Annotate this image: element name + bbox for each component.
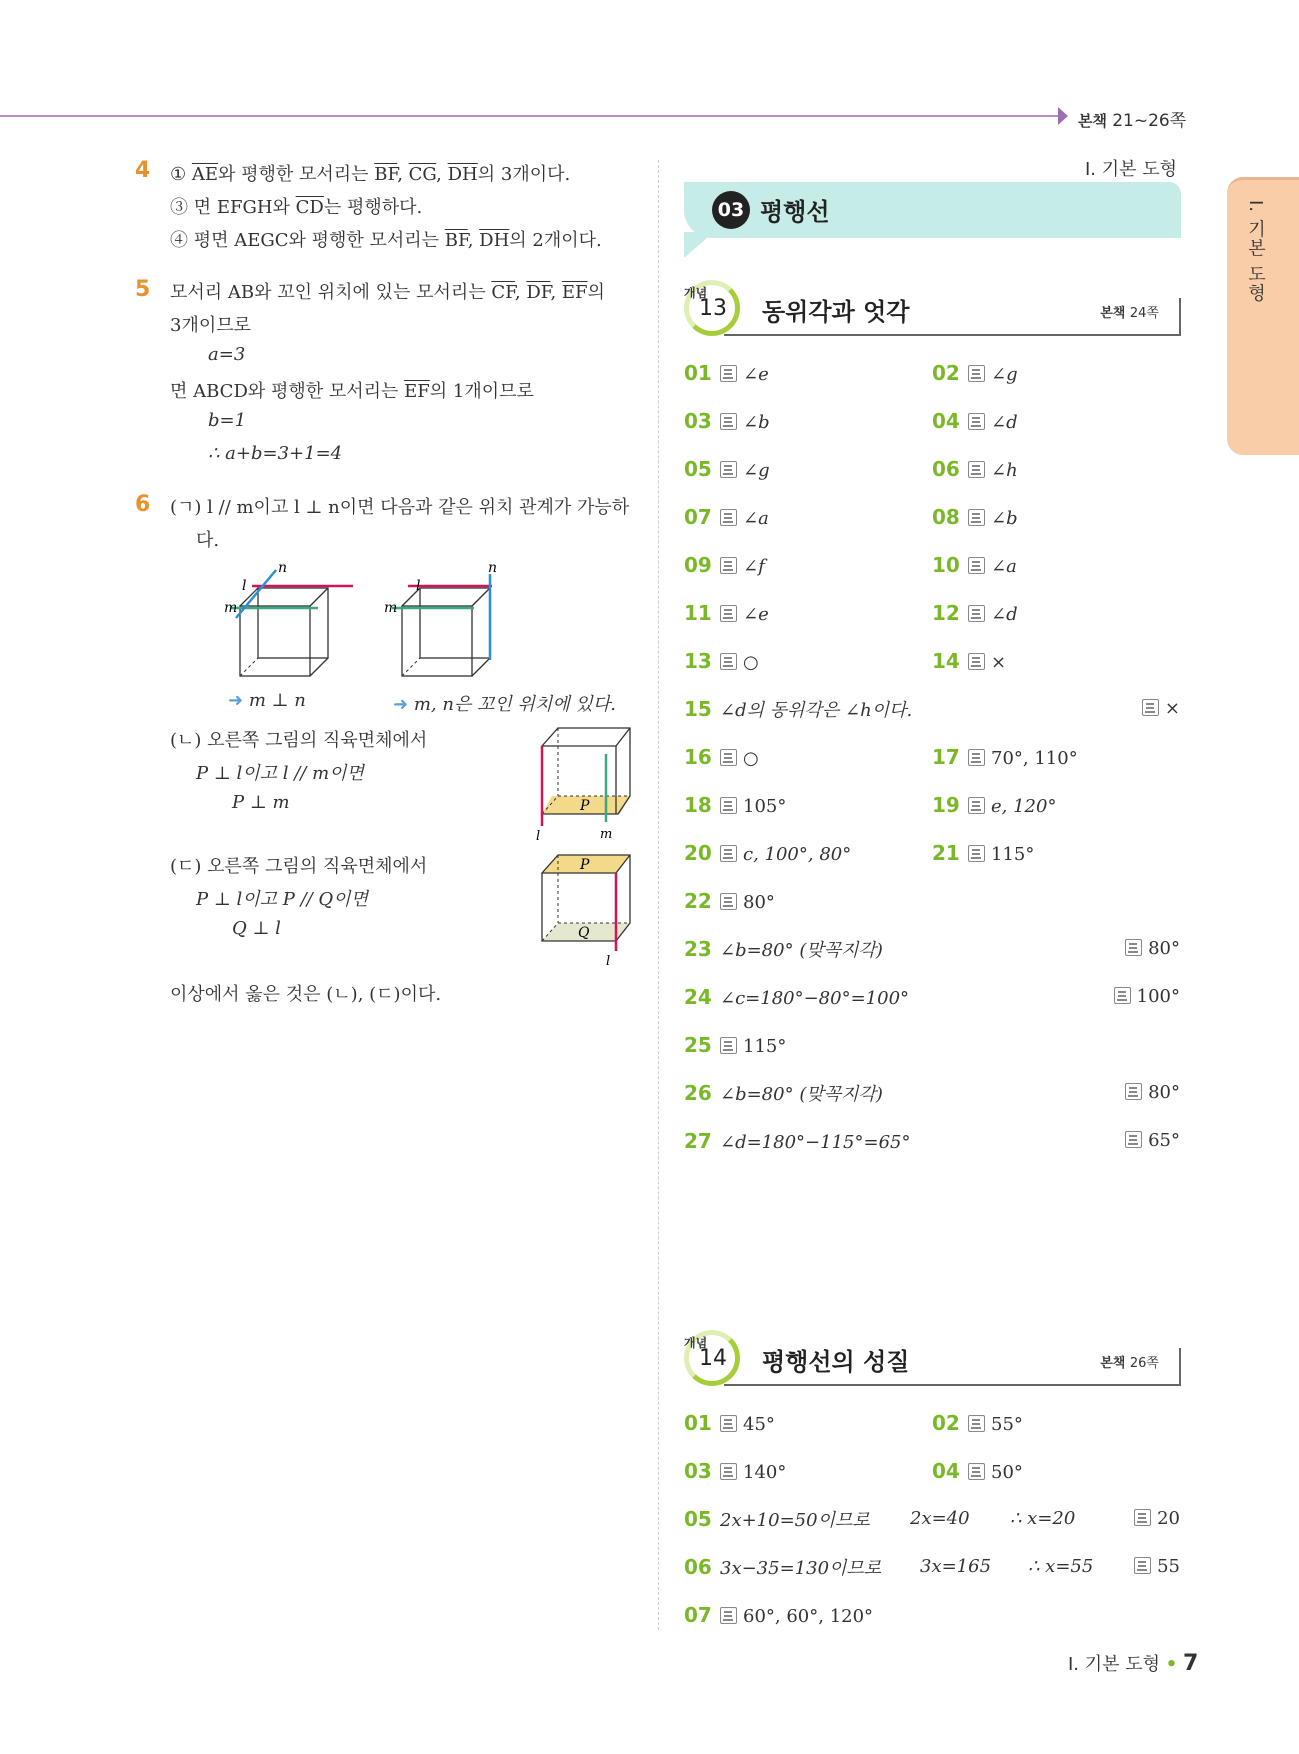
answer-item: 22 80° xyxy=(684,889,775,913)
answer-icon xyxy=(1142,699,1159,716)
q6-b-line-2: P ⊥ l이고 l // m이면 xyxy=(196,763,364,784)
answer-icon xyxy=(968,797,985,814)
answer-item: 17 70°, 110° xyxy=(932,745,1078,769)
answer-item: 10 ∠a xyxy=(932,553,1017,577)
answer-icon xyxy=(720,1463,737,1480)
answer-item: 11 ∠e xyxy=(684,601,769,625)
fig2-label-l: l xyxy=(416,578,421,594)
answer-icon xyxy=(968,845,985,862)
column-divider xyxy=(658,160,659,1630)
answer-icon xyxy=(720,653,737,670)
q6-conclusion: 이상에서 옳은 것은 (ㄴ), (ㄷ)이다. xyxy=(170,984,442,1005)
fig2-label-n: n xyxy=(488,560,498,576)
fig1-label-n: n xyxy=(278,560,288,576)
concept-bracket xyxy=(1179,1348,1181,1386)
answer-item: 01 ∠e xyxy=(684,361,769,385)
answer-icon xyxy=(720,413,737,430)
answer-final: 20 xyxy=(1100,1506,1180,1532)
answer-item: 19 e, 120° xyxy=(932,793,1057,817)
answer-item: 27 ∠d=180°−115°=65° xyxy=(684,1129,911,1153)
question-number-4: 4 xyxy=(135,158,151,183)
answer-item: 21 115° xyxy=(932,841,1035,865)
answer-icon xyxy=(968,749,985,766)
answer-item: 18 105° xyxy=(684,793,787,817)
side-tab-label: I. 기본 도형 xyxy=(1245,200,1266,303)
arrow-right-icon: ➜ xyxy=(393,694,409,715)
answer-step: 2x=40 xyxy=(910,1508,970,1529)
answer-icon xyxy=(720,845,737,862)
page-number: 7 xyxy=(1183,1651,1199,1676)
figb-label-m: m xyxy=(600,827,613,842)
figc-label-P: P xyxy=(580,857,590,873)
q6-c-line-1: (ㄷ) 오른쪽 그림의 직육면체에서 xyxy=(170,856,428,877)
answer-item: 05 2x+10=50이므로 xyxy=(684,1507,870,1531)
footer-chapter: I. 기본 도형 xyxy=(1068,1654,1161,1675)
cuboid-figure-c xyxy=(530,845,645,970)
page-footer xyxy=(1068,1650,1198,1676)
q5-line-5: b=1 xyxy=(208,410,247,431)
answer-item: 16 ○ xyxy=(684,745,759,769)
answer-item: 14 × xyxy=(932,649,1007,673)
concept-title: 동위각과 엇각 xyxy=(762,298,910,326)
answer-final: 80° xyxy=(1080,936,1180,962)
answer-item: 09 ∠f xyxy=(684,553,765,577)
answer-icon xyxy=(968,1415,985,1432)
answer-icon xyxy=(968,653,985,670)
figc-label-l: l xyxy=(606,954,611,969)
answer-icon xyxy=(1125,939,1142,956)
q6-b-line-3: P ⊥ m xyxy=(232,792,290,813)
answer-icon xyxy=(720,365,737,382)
answer-step: ∴ x=20 xyxy=(1010,1508,1076,1529)
header-rule xyxy=(0,115,1065,117)
answer-step: ∴ x=55 xyxy=(1028,1556,1094,1577)
answer-final: 80° xyxy=(1080,1080,1180,1106)
answer-icon xyxy=(720,1607,737,1624)
answer-item: 12 ∠d xyxy=(932,601,1018,625)
answer-icon xyxy=(968,365,985,382)
cuboid-figure-b xyxy=(530,718,645,843)
concept-bracket xyxy=(1179,298,1181,336)
chapter-title: I. 기본 도형 xyxy=(1085,159,1178,180)
question-number-5: 5 xyxy=(135,277,151,302)
cube-figure-2 xyxy=(384,560,530,680)
arrow-right-icon: ➜ xyxy=(228,690,244,711)
answer-icon xyxy=(1134,1509,1151,1526)
q5-line-4: 면 ABCD와 평행한 모서리는 $\overline{EF}$의 1개이므로 xyxy=(170,381,534,402)
answer-item: 20 c, 100°, 80° xyxy=(684,841,852,865)
cube-figure-1 xyxy=(224,560,368,680)
answer-icon xyxy=(968,509,985,526)
answer-icon xyxy=(968,413,985,430)
answer-item: 25 115° xyxy=(684,1033,787,1057)
answer-icon xyxy=(968,557,985,574)
section-banner xyxy=(684,182,1181,238)
answer-icon xyxy=(720,893,737,910)
answer-item: 03 140° xyxy=(684,1459,787,1483)
answer-item: 04 50° xyxy=(932,1459,1023,1483)
answer-icon xyxy=(720,797,737,814)
concept-number: 14 xyxy=(699,1346,727,1371)
answer-final: 65° xyxy=(1080,1128,1180,1154)
answer-item: 23 ∠b=80° (맞꼭지각) xyxy=(684,937,883,961)
concept-underline xyxy=(724,334,1181,336)
answer-icon xyxy=(968,461,985,478)
q5-line-1: 모서리 AB와 꼬인 위치에 있는 모서리는 $\overline{CF}$, $\overline{DF}$, $\overline{EF}$의 xyxy=(170,282,605,303)
section-banner-tail xyxy=(684,232,714,258)
answer-item: 15 ∠d의 동위각은 ∠h이다. xyxy=(684,697,913,721)
answer-icon xyxy=(968,1463,985,1480)
fig1-label-l: l xyxy=(242,578,247,594)
figure-2-caption: ➜ m, n은 꼬인 위치에 있다. xyxy=(393,694,616,715)
q4-line-1: ① $\overline{AE}$와 평행한 모서리는 $\overline{BF}$, $\overline{CG}$, $\overline{DH}$의 3개이다. xyxy=(170,164,571,185)
section-number-badge: 03 xyxy=(712,191,750,229)
answer-icon xyxy=(720,1415,737,1432)
answer-item: 05 ∠g xyxy=(684,457,770,481)
q4-line-3: ④ 평면 AEGC와 평행한 모서리는 $\overline{BF}$, $\overline{DH}$의 2개이다. xyxy=(170,230,602,251)
q6-c-line-3: Q ⊥ l xyxy=(232,918,281,939)
footer-dot-icon: • xyxy=(1165,1654,1178,1675)
answer-icon xyxy=(1125,1083,1142,1100)
answer-icon xyxy=(720,1037,737,1054)
figb-label-l: l xyxy=(536,829,541,844)
ref-pages: 21~26쪽 xyxy=(1112,111,1187,131)
answer-item: 04 ∠d xyxy=(932,409,1018,433)
answer-item: 06 3x−35=130이므로 xyxy=(684,1555,882,1579)
answer-item: 02 55° xyxy=(932,1411,1023,1435)
q5-line-3: a=3 xyxy=(208,344,246,365)
concept-title: 평행선의 성질 xyxy=(762,1348,910,1376)
answer-item: 26 ∠b=80° (맞꼭지각) xyxy=(684,1081,883,1105)
answer-icon xyxy=(1134,1557,1151,1574)
fig1-label-m: m xyxy=(224,600,238,616)
chevron-right-icon xyxy=(1058,107,1068,125)
q5-line-2: 3개이므로 xyxy=(170,315,252,336)
answer-icon xyxy=(720,749,737,766)
figc-label-Q: Q xyxy=(578,925,590,941)
section-title: 평행선 xyxy=(760,198,830,226)
answer-item: 06 ∠h xyxy=(932,457,1018,481)
answer-icon xyxy=(720,461,737,478)
answer-item: 03 ∠b xyxy=(684,409,770,433)
q6-b-line-1: (ㄴ) 오른쪽 그림의 직육면체에서 xyxy=(170,730,428,751)
figb-label-P: P xyxy=(580,798,590,814)
q6-line-2: 다. xyxy=(196,530,220,551)
concept-13-header xyxy=(684,280,1181,336)
answer-icon xyxy=(1125,1131,1142,1148)
answer-item: 13 ○ xyxy=(684,649,759,673)
answer-icon xyxy=(720,557,737,574)
answer-icon xyxy=(968,605,985,622)
concept-14-header xyxy=(684,1330,1181,1386)
answer-icon xyxy=(720,605,737,622)
answer-item: 02 ∠g xyxy=(932,361,1018,385)
fig2-label-m: m xyxy=(384,600,398,616)
ref-label: 본책 xyxy=(1078,112,1107,130)
answer-final: × xyxy=(1100,696,1180,722)
q6-line-1: (ㄱ) l // m이고 l ⊥ n이면 다음과 같은 위치 관계가 가능하 xyxy=(170,497,630,518)
answer-item: 07 ∠a xyxy=(684,505,769,529)
figure-1-caption: ➜ m ⊥ n xyxy=(228,690,306,711)
answer-icon xyxy=(1114,987,1131,1004)
answer-step: 3x=165 xyxy=(920,1556,992,1577)
answer-item: 24 ∠c=180°−80°=100° xyxy=(684,985,910,1009)
answer-icon xyxy=(720,509,737,526)
question-number-6: 6 xyxy=(135,492,151,517)
concept-underline xyxy=(724,1384,1181,1386)
concept-page-ref: 본책 24쪽 xyxy=(1100,306,1159,321)
answer-item: 01 45° xyxy=(684,1411,775,1435)
answer-final: 55 xyxy=(1100,1554,1180,1580)
q6-c-line-2: P ⊥ l이고 P // Q이면 xyxy=(196,889,368,910)
answer-final: 100° xyxy=(1070,984,1180,1010)
header-page-reference xyxy=(1078,106,1186,131)
answer-item: 08 ∠b xyxy=(932,505,1018,529)
concept-page-ref: 본책 26쪽 xyxy=(1100,1356,1159,1371)
q5-line-6: ∴ a+b=3+1=4 xyxy=(208,443,343,464)
concept-label: 개념 xyxy=(684,286,708,300)
answer-item: 07 60°, 60°, 120° xyxy=(684,1603,874,1627)
concept-number: 13 xyxy=(699,296,727,321)
q4-line-2: ③ 면 EFGH와 $\overline{CD}$는 평행하다. xyxy=(170,197,423,218)
concept-label: 개념 xyxy=(684,1336,708,1350)
